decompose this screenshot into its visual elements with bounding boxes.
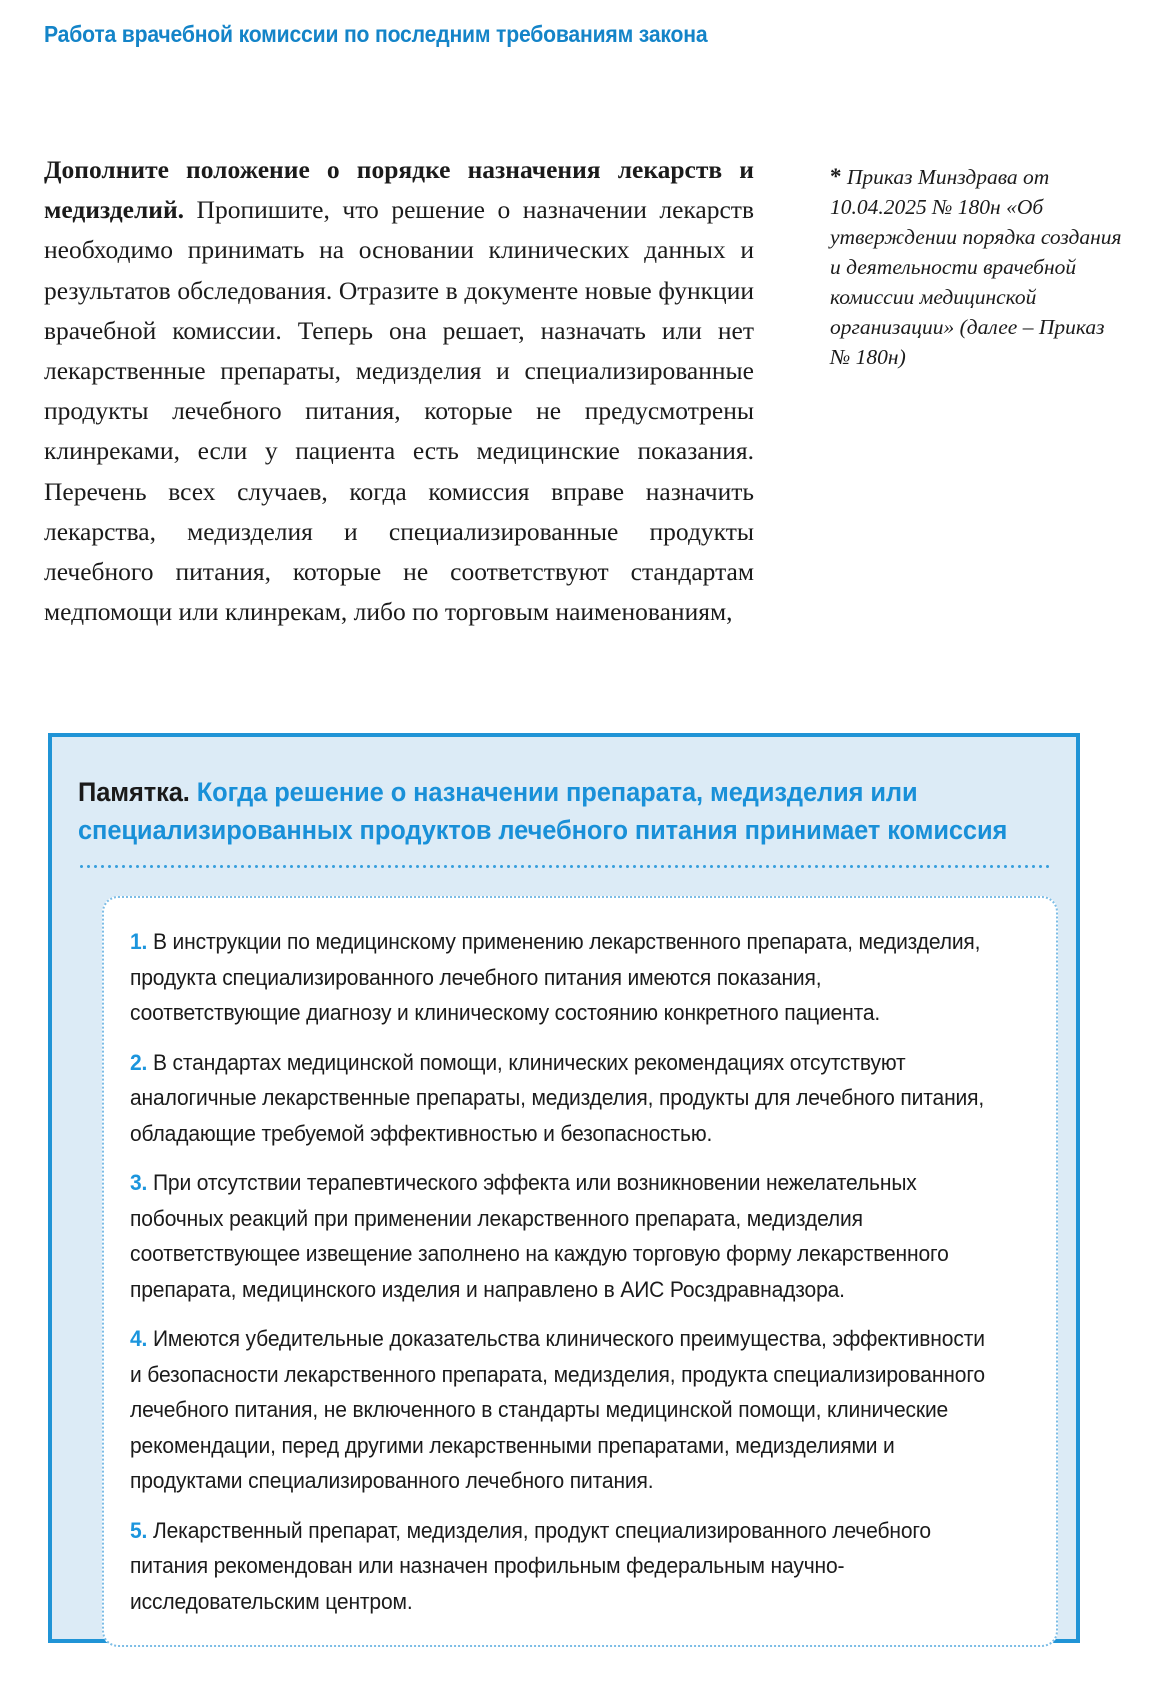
callout-inner <box>52 737 1076 1647</box>
dotted-divider <box>78 865 1050 868</box>
footnote-text: Приказ Минздрава от 10.04.2025 № 180н «Об утверждении порядка создания и деятельности врачебной комиссии медицинской организации» (далее – Приказ № 180н) <box>830 165 1122 369</box>
list-item <box>130 1513 997 1620</box>
list-item-number: 4. <box>130 1326 148 1351</box>
list-item-text: В стандартах медицинской помощи, клинических рекомендациях отсутствуют аналогичные лекарственные препараты, медизделия, продукты для лечебного питания, обладающие требуемой эффективностью и безопасностью. <box>130 1049 985 1146</box>
list-item <box>130 924 997 1031</box>
running-head: Работа врачебной комиссии по последним требованиям закона <box>44 21 708 47</box>
conditions-list-panel <box>102 896 1058 1647</box>
list-item <box>130 1045 997 1152</box>
memo-callout-box <box>48 733 1080 1643</box>
list-item <box>130 1165 997 1307</box>
callout-title-text: Когда решение о назначении препарата, медизделия или специализированных продуктов лечебного питания принимает комиссия <box>78 777 1008 845</box>
list-item-text: В инструкции по медицинскому применению лекарственного препарата, медизделия, продукта специализированного лечебного питания имеются показания, соответствующие диагнозу и клиническому состоянию конкретного пациента. <box>130 929 981 1025</box>
footnote <box>830 162 1130 372</box>
paragraph-body: Пропишите, что решение о назначении лекарств необходимо принимать на основании клинических данных и результатов обследования. Отразите в документе новые функции врачебной комиссии. Теперь она решает, назначать или нет лекарственные препараты, медизделия и специализированные продукты лечебного питания, которые не предусмотрены клинреками, если у пациента есть медицинские показания. Перечень всех случаев, когда комиссия вправе назначить лекарства, медизделия и специализированные продукты лечебного питания, которые не соответствуют стандартам медпомощи или клинрекам, либо по торговым наименованиям, <box>44 195 754 627</box>
callout-title <box>78 773 1011 849</box>
footnote-marker: * <box>830 164 842 189</box>
list-item-text: Лекарственный препарат, медизделия, продукт специализированного лечебного питания рекомендован или назначен профильным федеральным научно-исследовательским центром. <box>130 1517 931 1614</box>
main-text-column <box>44 150 754 632</box>
list-item <box>130 1321 997 1499</box>
list-item-number: 2. <box>130 1049 148 1075</box>
list-item-number: 1. <box>130 929 148 954</box>
footnote-column <box>830 162 1130 372</box>
list-item-text: Имеются убедительные доказательства клинического преимущества, эффективности и безопасности лекарственного препарата, медизделия, продукта специализированного лечебного питания, не включенного в стандарты медицинской помощи, клинические рекомендации, перед другими лекарственными препаратами, медизделиями и продуктами специализированного лечебного питания. <box>130 1326 985 1493</box>
paragraph-lead-in: Дополните положение о порядке назначения лекарств и медизделий. <box>44 155 754 225</box>
callout-label: Памятка. <box>78 777 190 807</box>
list-item-number: 3. <box>130 1170 148 1195</box>
body-paragraph <box>44 150 754 632</box>
list-item-text: При отсутствии терапевтического эффекта или возникновении нежелательных побочных реакций при применении лекарственного препарата, медизделия соответствующее извещение заполнено на каждую торговую форму лекарственного препарата, медицинского изделия и направлено в АИС Росздравнадзора. <box>130 1170 949 1302</box>
list-item-number: 5. <box>130 1517 148 1543</box>
